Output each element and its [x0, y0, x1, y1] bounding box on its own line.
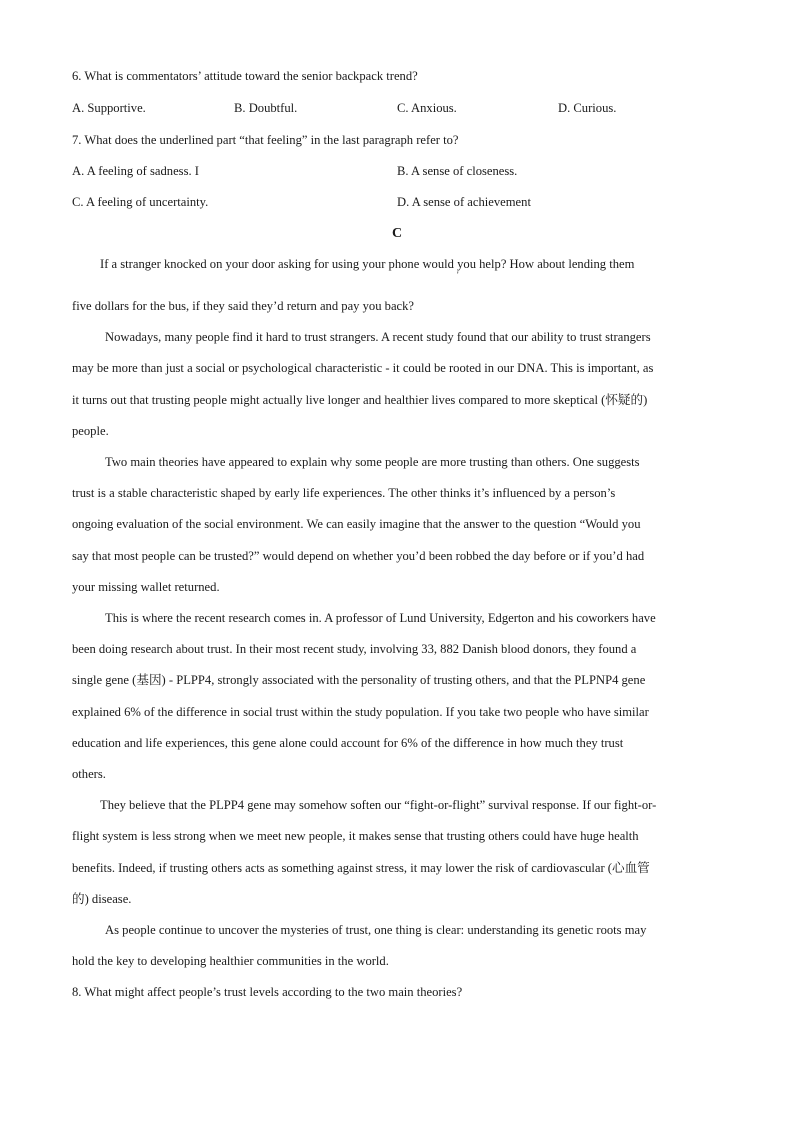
passage-line: may be more than just a social or psychological characteristic - it could be rooted in our DNA. This is important, as	[72, 361, 654, 375]
passage-line: single gene (基因) - PLPP4, strongly associated with the personality of trusting others, and that the PLPNP4 gene	[72, 673, 646, 687]
q7-option-d: D. A sense of achievement	[397, 195, 531, 209]
passage-line: This is where the recent research comes in. A professor of Lund University, Edgerton and his coworkers have	[105, 611, 656, 625]
passage-line: Two main theories have appeared to explain why some people are more trusting than others. One suggests	[105, 455, 640, 469]
passage-line: As people continue to uncover the mysteries of trust, one thing is clear: understanding its genetic roots may	[105, 923, 647, 937]
passage-line: been doing research about trust. In their most recent study, involving 33, 882 Danish blood donors, they found a	[72, 642, 637, 656]
passage-line: Nowadays, many people find it hard to trust strangers. A recent study found that our ability to trust strangers	[105, 330, 651, 344]
q6-option-d: D. Curious.	[558, 101, 617, 115]
stray-mark: '	[457, 270, 459, 280]
passage-line: If a stranger knocked on your door asking for using your phone would you help? How about lending them	[100, 257, 635, 271]
q6-option-b: B. Doubtful.	[234, 101, 298, 115]
q7-option-a: A. A feeling of sadness. I	[72, 164, 199, 178]
passage-line: explained 6% of the difference in social trust within the study population. If you take two people who have similar	[72, 705, 649, 719]
q6-option-a: A. Supportive.	[72, 101, 146, 115]
passage-line: others.	[72, 767, 106, 781]
passage-line: ongoing evaluation of the social environment. We can easily imagine that the answer to the question “Would you	[72, 517, 641, 531]
passage-line: They believe that the PLPP4 gene may somehow soften our “fight-or-flight” survival response. If our fight-or-	[100, 798, 657, 812]
section-heading: C	[391, 226, 403, 241]
q6-option-c: C. Anxious.	[397, 101, 457, 115]
question-8: 8. What might affect people’s trust levels according to the two main theories?	[72, 985, 463, 999]
passage-line: hold the key to developing healthier communities in the world.	[72, 954, 389, 968]
passage-line: flight system is less strong when we meet new people, it makes sense that trusting others could have huge health	[72, 829, 639, 843]
q7-option-b: B. A sense of closeness.	[397, 164, 518, 178]
passage-line: education and life experiences, this gene alone could account for 6% of the difference in how much they trust	[72, 736, 624, 750]
q7-option-c: C. A feeling of uncertainty.	[72, 195, 209, 209]
passage-line: trust is a stable characteristic shaped by early life experiences. The other thinks it’s influenced by a person’s	[72, 486, 616, 500]
passage-line: people.	[72, 424, 109, 438]
passage-line: it turns out that trusting people might actually live longer and healthier lives compared to more skeptical (怀疑的)	[72, 393, 648, 407]
passage-line: five dollars for the bus, if they said they’d return and pay you back?	[72, 299, 415, 313]
passage-line: say that most people can be trusted?” would depend on whether you’d been robbed the day before or if you’d had	[72, 549, 645, 563]
passage-line: benefits. Indeed, if trusting others acts as something against stress, it may lower the risk of cardiovascular (心血管	[72, 861, 650, 875]
question-6: 6. What is commentators’ attitude toward the senior backpack trend?	[72, 69, 418, 83]
passage-line: your missing wallet returned.	[72, 580, 220, 594]
passage-line: 的) disease.	[72, 892, 132, 906]
question-7: 7. What does the underlined part “that feeling” in the last paragraph refer to?	[72, 133, 459, 147]
